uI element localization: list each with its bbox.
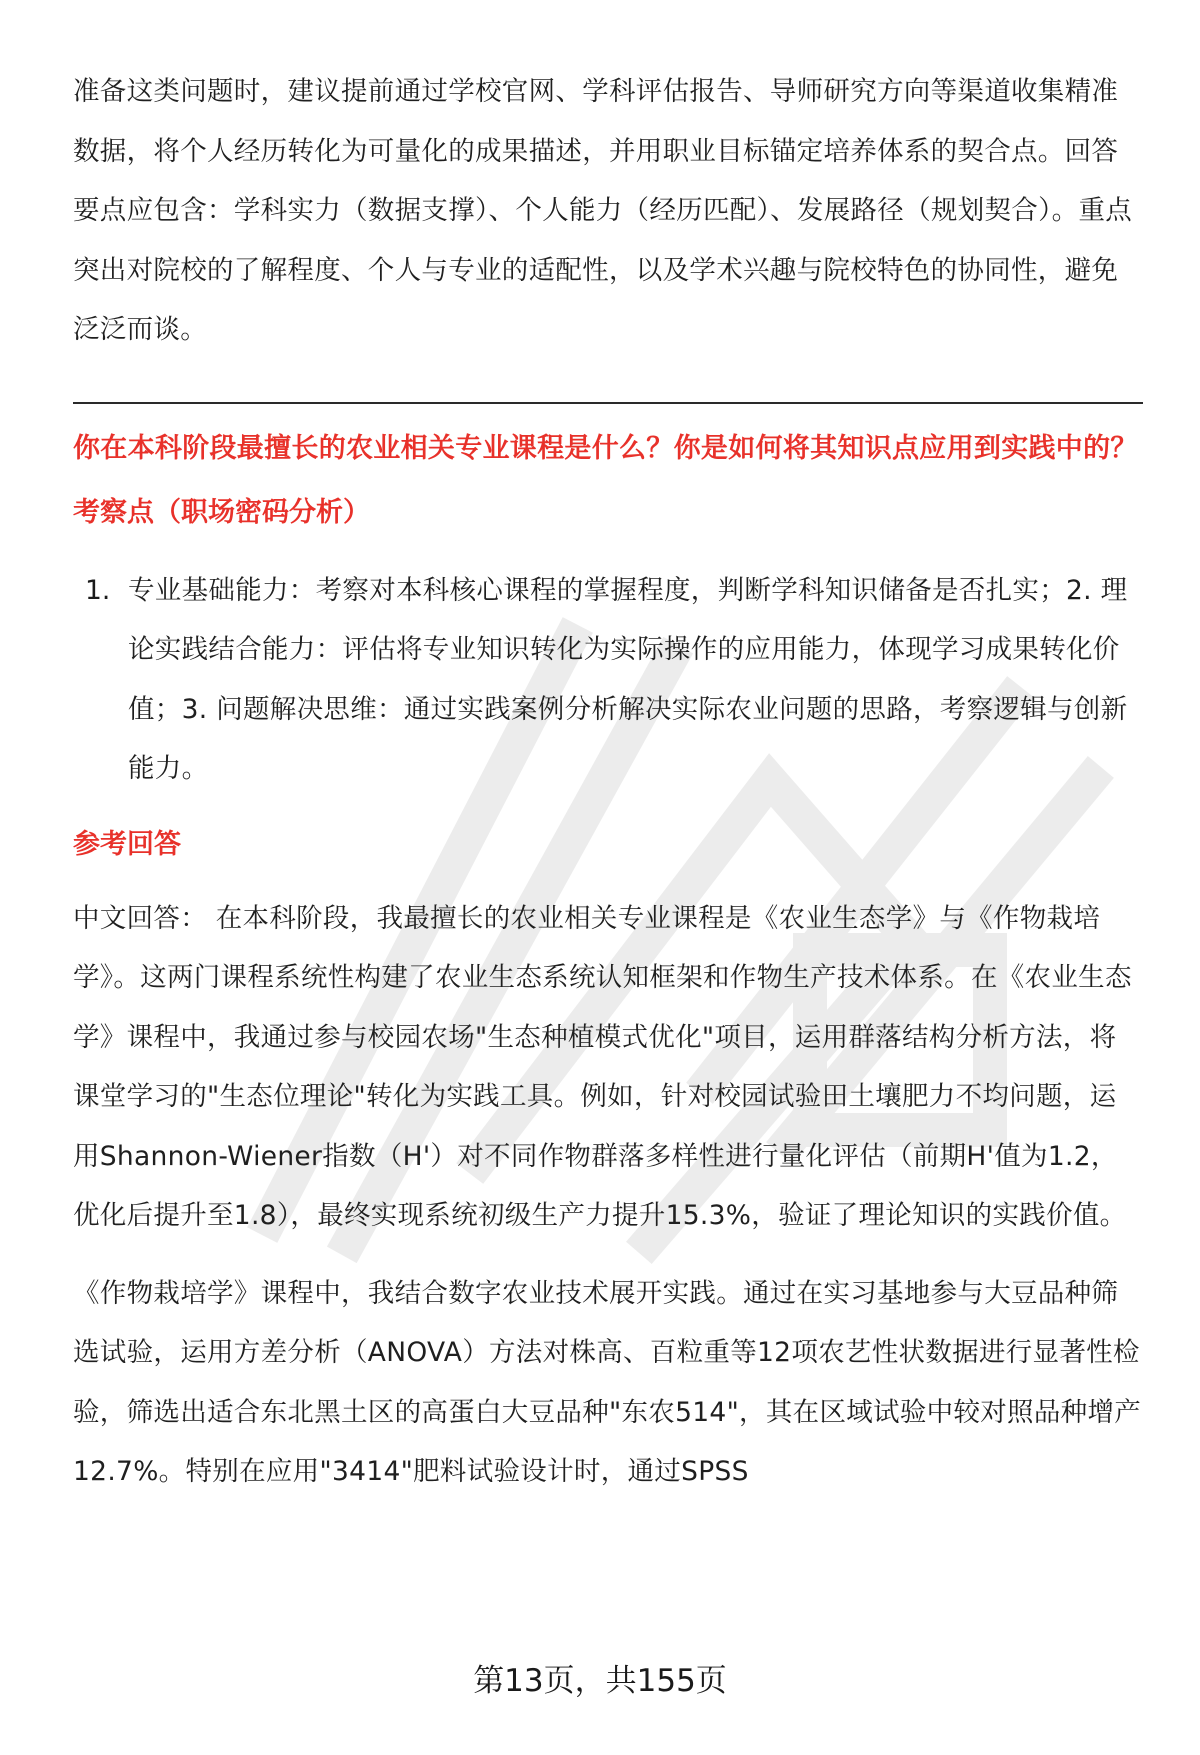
page-number-footer: 第13页，共155页 [473,1663,727,1699]
page-content [73,62,1143,1502]
answer-paragraph-2: 《作物栽培学》课程中，我结合数字农业技术展开实践。通过在实习基地参与大豆品种筛选试验，运用方差分析（ANOVA）方法对株高、百粒重等12项农艺性状数据进行显著性检验，筛选出适合东北黑土区的高蛋白大豆品种"东农514"，其在区域试验中较对照品种增产12.7%。特别在应用"3414"肥料试验设计时，通过SPSS [73,1277,1142,1487]
question-title: 你在本科阶段最擅长的农业相关专业课程是什么？你是如何将其知识点应用到实践中的？ [73,432,1138,464]
list-item [73,561,1143,799]
exam-points-heading: 考察点（职场密码分析） [73,496,370,528]
reference-answer-heading: 参考回答 [73,828,181,860]
intro-paragraph: 准备这类问题时，建议提前通过学校官网、学科评估报告、导师研究方向等渠道收集精准数据，将个人经历转化为可量化的成果描述，并用职业目标锚定培养体系的契合点。回答要点应包含：学科实力（数据支撑）、个人能力（经历匹配）、发展路径（规划契合）。重点突出对院校的了解程度、个人与专业的适配性，以及学术兴趣与院校特色的协同性，避免泛泛而谈。 [73,76,1133,345]
exam-points-list [73,561,1143,799]
answer-paragraph-1: 中文回答： 在本科阶段，我最擅长的农业相关专业课程是《农业生态学》与《作物栽培学》。这两门课程系统性构建了农业生态系统认知框架和作物生产技术体系。在《农业生态学》课程中，我通过参与校园农场"生态种植模式优化"项目，运用群落结构分析方法，将课堂学习的"生态位理论"转化为实践工具。例如，针对校园试验田土壤肥力不均问题，运用Shannon-Wiener指数（H'）对不同作物群落多样性进行量化评估（前期H'值为1.2，优化后提升至1.8），最终实现系统初级生产力提升15.3%，验证了理论知识的实践价值。 [73,902,1132,1231]
section-divider [73,402,1143,404]
list-item-text: 专业基础能力：考察对本科核心课程的掌握程度，判断学科知识储备是否扎实；2. 理论实践结合能力：评估将专业知识转化为实际操作的应用能力，体现学习成果转化价值；3. 问题解决思维：通过实践案例分析解决实际农业问题的思路，考察逻辑与创新能力。 [128,574,1128,784]
list-item-number: 1. [85,574,111,606]
